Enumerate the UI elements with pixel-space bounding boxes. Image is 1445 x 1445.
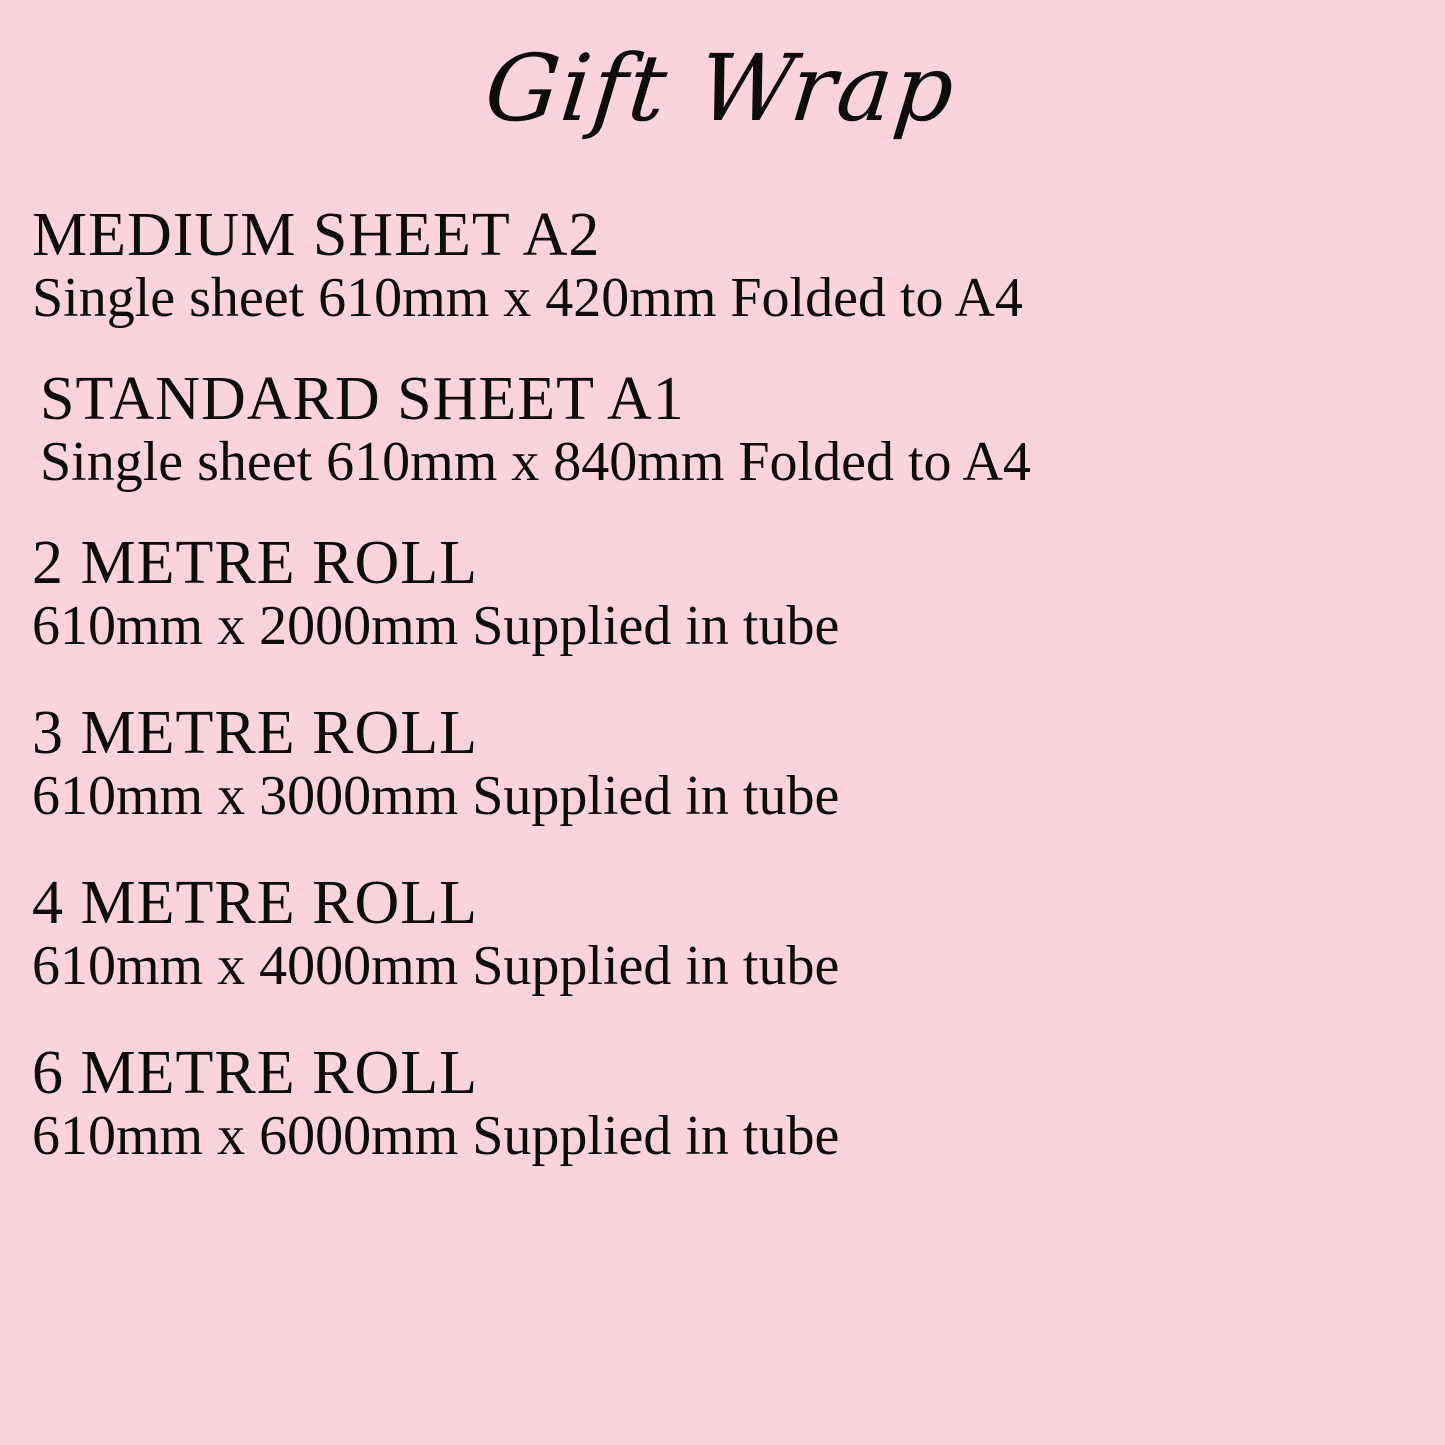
product-heading: 6 METRE ROLL [32, 1038, 478, 1107]
title-spacer [0, 142, 1445, 204]
product-heading: STANDARD SHEET A1 [40, 364, 685, 433]
product-description: Single sheet 610mm x 420mm Folded to A4 [32, 267, 1023, 330]
product-heading: MEDIUM SHEET A2 [32, 200, 601, 269]
list-item [32, 200, 1445, 330]
product-heading: 2 METRE ROLL [32, 528, 478, 597]
product-description: Single sheet 610mm x 840mm Folded to A4 [40, 431, 1031, 494]
product-description: 610mm x 2000mm Supplied in tube [32, 595, 840, 658]
list-item [32, 1038, 1445, 1168]
list-item [32, 868, 1445, 998]
list-item [32, 364, 1445, 494]
list-item [32, 698, 1445, 828]
product-heading: 4 METRE ROLL [32, 868, 478, 937]
product-description: 610mm x 4000mm Supplied in tube [32, 935, 840, 998]
list-item [32, 528, 1445, 658]
product-description: 610mm x 3000mm Supplied in tube [32, 765, 840, 828]
page-title: Gift Wrap [480, 35, 961, 142]
product-size-list [0, 200, 1445, 1168]
product-description: 610mm x 6000mm Supplied in tube [32, 1105, 840, 1168]
product-heading: 3 METRE ROLL [32, 698, 478, 767]
